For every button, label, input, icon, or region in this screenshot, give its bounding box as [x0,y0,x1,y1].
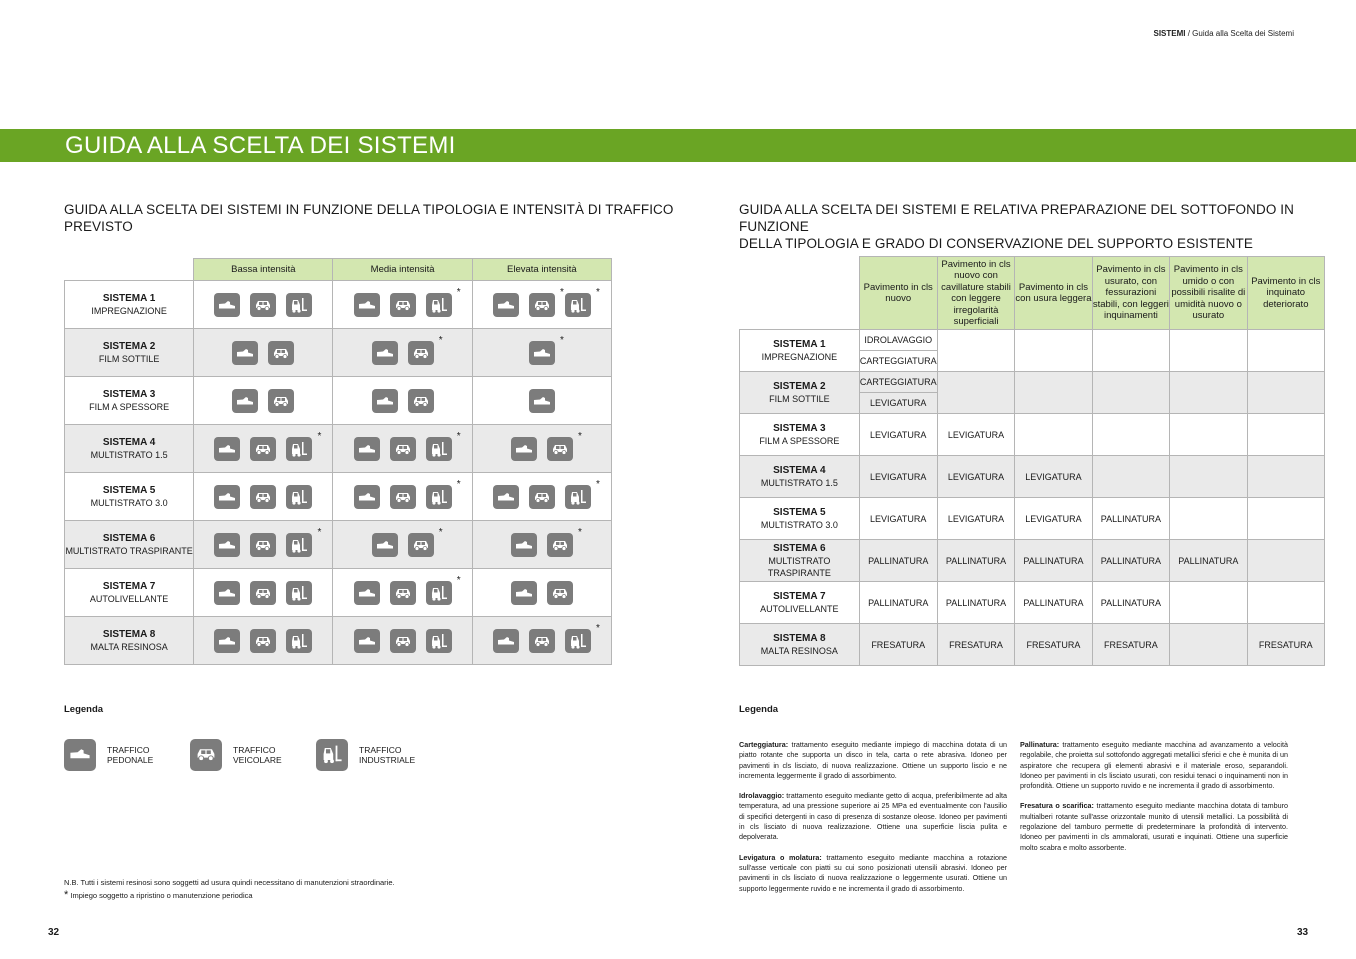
forklift-icon [426,629,452,653]
traffic-table [64,258,612,665]
traffic-cell [472,617,611,665]
prep-cell: PALLINATURA [1170,540,1247,582]
car-icon [268,389,294,413]
prep-cell: LEVIGATURA [859,456,937,498]
prep-value: IDROLAVAGGIO [864,335,933,345]
traffic-cell [333,569,472,617]
page-number: 32 [48,927,60,938]
forklift-icon [565,286,600,317]
car-icon [529,286,564,317]
star-mark: * [577,526,582,538]
car-icon [390,581,416,605]
car-icon [390,629,416,653]
star-mark: * [577,430,582,442]
table-row [65,329,612,377]
prep-cell [1247,372,1324,414]
system-label: SISTEMA 3 FILM A SPESSORE [740,414,860,456]
col-header: Pavimento in cls con usura leggera [1015,257,1092,330]
star-mark: * [438,526,443,538]
table-row [65,425,612,473]
pedestrian-icon [214,581,240,605]
star-mark: * [559,334,564,346]
traffic-cell [472,281,611,329]
prep-cell: LEVIGATURA [937,498,1014,540]
pedestrian-icon [214,293,240,317]
star-mark: * [595,622,600,634]
traffic-cell [194,329,333,377]
legend-title: Legenda [64,704,104,715]
traffic-cell [333,377,472,425]
table-row [740,540,1325,582]
pedestrian-icon [511,533,537,557]
car-icon [408,526,443,557]
star-mark: * [456,430,461,442]
prep-cell [1092,414,1169,456]
pedestrian-traffic-icon [64,739,96,771]
definitions-col-1: Carteggiatura: trattamento eseguito mediante impiego di macchina dotata di un piatto rotante che supporta un disco in tela, carta o rete abrasiva. Idoneo per pavimenti in cls lisciato, di nuova realizzazione. Ottiene un supporto liscio e ne incrementa leggermente il grado di assorbimento. Idrolavaggio: trattamento eseguito mediante getto di acqua, preferibilmente ad alta temperatura, ad una pressione superiore ai 25 MPa ed eventualmente con l'ausilio di specifici detergenti in caso di presenza di sostanze oleose. Idoneo per pavimenti in cls lisciato di nuova realizzazione. Ottiene una superficie liscia pulita e depolverata. Levigatura o molatura: trattamento eseguito mediante macchina a rotazione sull'asse verticale con piatti su cui sono posizionati utensili abrasivi. Idoneo per pavimenti in cls lisciato di nuova realizzazione o leggermente usurati. Ottiene un supporto leggermente ruvido e ne incrementa il grado di assorbimento. [739,740,1008,893]
traffic-cell [333,329,472,377]
car-icon [390,293,416,317]
table-row [65,377,612,425]
star-mark: * [438,334,443,346]
col-header: Pavimento in cls usurato, con fessurazioni stabili, con leggeri inquinamenti [1092,257,1169,330]
traffic-cell [194,377,333,425]
prep-value: CARTEGGIATURA [859,377,937,387]
prep-cell [859,372,937,414]
traffic-cell [194,281,333,329]
system-label: SISTEMA 5 MULTISTRATO 3.0 [65,473,194,521]
car-icon [250,533,276,557]
forklift-icon [286,629,312,653]
legend-item: TRAFFICO VEICOLARE [233,745,282,765]
car-icon [268,341,294,365]
forklift-icon [565,478,600,509]
system-label: SISTEMA 7 AUTOLIVELLANTE [740,582,860,624]
table-row [65,617,612,665]
pedestrian-icon [493,485,519,509]
prep-cell [1170,456,1247,498]
prep-cell [1247,414,1324,456]
prep-cell [1092,456,1169,498]
traffic-cell [472,377,611,425]
prep-cell [1015,414,1092,456]
traffic-cell [194,569,333,617]
right-section-title: GUIDA ALLA SCELTA DEI SISTEMI E RELATIVA PREPARAZIONE DEL SOTTOFONDO IN FUNZIONE DELLA TIPOLOGIA E GRADO DI CONSERVAZIONE DEL SUPPORTO ESISTENTE [739,202,1294,251]
preparation-table [739,256,1325,666]
system-label: SISTEMA 3 FILM A SPESSORE [65,377,194,425]
prep-cell: FRESATURA [1247,624,1324,666]
forklift-icon [286,430,322,461]
breadcrumb: SISTEMI / Guida alla Scelta dei Sistemi [1153,29,1294,38]
star-mark: * [595,286,600,298]
prep-cell [1015,330,1092,372]
system-label: SISTEMA 2 FILM SOTTILE [65,329,194,377]
prep-value: LEVIGATURA [860,392,937,413]
pedestrian-icon [214,437,240,461]
prep-cell [859,330,937,372]
pedestrian-icon [214,485,240,509]
traffic-cell [472,473,611,521]
prep-cell: LEVIGATURA [859,498,937,540]
pedestrian-icon [354,581,380,605]
car-icon [547,581,573,605]
footnote: N.B. Tutti i sistemi resinosi sono soggetti ad usura quindi necessitano di manutenzioni straordinarie. * Impiego soggetto a ripristino o manutenzione periodica [64,878,395,901]
traffic-cell [194,521,333,569]
prep-cell [1247,582,1324,624]
table-row [740,372,1325,414]
system-label: SISTEMA 2 FILM SOTTILE [740,372,860,414]
traffic-cell [333,281,472,329]
traffic-cell [333,521,472,569]
pedestrian-icon [354,437,380,461]
col-header: Pavimento in cls umido o con possibili risalite di umidità nuovo o usurato [1170,257,1247,330]
pedestrian-icon [214,629,240,653]
table-row [740,624,1325,666]
prep-cell: LEVIGATURA [859,414,937,456]
system-label: SISTEMA 8 MALTA RESINOSA [65,617,194,665]
prep-cell: PALLINATURA [1092,540,1169,582]
forklift-icon [426,478,461,509]
table-row [740,330,1325,372]
forklift-icon [426,574,461,605]
col-header: Pavimento in cls nuovo con cavillature stabili con leggere irregolarità superficiali [937,257,1014,330]
pedestrian-icon [511,581,537,605]
pedestrian-icon [372,341,398,365]
car-icon [529,485,555,509]
col-header: Media intensità [333,259,472,281]
star-mark: * [317,526,322,538]
traffic-cell [194,425,333,473]
car-icon [547,430,582,461]
prep-cell: FRESATURA [859,624,937,666]
forklift-icon [426,430,461,461]
system-label: SISTEMA 5 MULTISTRATO 3.0 [740,498,860,540]
car-icon [250,293,276,317]
star-mark: * [559,286,564,298]
table-row [65,281,612,329]
legend-item: TRAFFICO PEDONALE [107,745,154,765]
pedestrian-icon [372,533,398,557]
car-icon [390,437,416,461]
pedestrian-icon [354,485,380,509]
pedestrian-icon [493,629,519,653]
prep-cell [1170,582,1247,624]
car-icon [408,334,443,365]
prep-value: CARTEGGIATURA [860,350,937,371]
pedestrian-icon [354,293,380,317]
legend-title: Legenda [739,704,779,715]
page-title: GUIDA ALLA SCELTA DEI SISTEMI [65,132,456,159]
star-mark: * [595,478,600,490]
prep-cell [1170,372,1247,414]
legend-item: TRAFFICO INDUSTRIALE [359,745,416,765]
pedestrian-icon [493,293,519,317]
col-header: Pavimento in cls nuovo [859,257,937,330]
prep-cell: LEVIGATURA [1015,498,1092,540]
system-label: SISTEMA 4 MULTISTRATO 1.5 [740,456,860,498]
prep-cell [1247,540,1324,582]
prep-cell [1170,414,1247,456]
prep-cell [1170,498,1247,540]
forklift-icon [286,526,322,557]
pedestrian-icon [232,341,258,365]
prep-cell: PALLINATURA [937,540,1014,582]
prep-cell [1092,330,1169,372]
pedestrian-icon [354,629,380,653]
table-row [65,473,612,521]
definitions-col-2: Pallinatura: trattamento eseguito mediante macchina ad avanzamento a velocità regolabile, che proietta sul sottofondo aggregati metallici sferici e che è munita di un aspiratore che recupera gli elementi abrasivi e il materiale eroso, separandoli. Idoneo per pavimenti in cls lisciato usurati, con residui tenaci o inquinamenti non in profondità. Ottiene un supporto ruvido e ne incrementa il grado di assorbimento. Fresatura o scarifica: trattamento eseguito mediante macchina dotata di tamburo multialberi rotante sull'asse orizzontale munito di utensili metallici. La possibilità di regolazione del tamburo permette di predeterminare la profondità di intervento. Idoneo per pavimenti in cls ammalorati, usurati e inquinati. Ottiene una superficie molto scabra e molto assorbente. [1020,740,1288,852]
traffic-cell [194,617,333,665]
left-section-title: GUIDA ALLA SCELTA DEI SISTEMI IN FUNZIONE DELLA TIPOLOGIA E INTENSITÀ DI TRAFFICO PREVISTO [64,202,674,234]
pedestrian-icon [529,389,555,413]
pedestrian-icon [511,437,537,461]
prep-cell [1092,372,1169,414]
traffic-cell [333,617,472,665]
system-label: SISTEMA 6 MULTISTRATO TRASPIRANTE [740,540,860,582]
prep-cell [937,330,1014,372]
table-row [65,569,612,617]
star-mark: * [456,574,461,586]
forklift-icon [565,622,600,653]
star-mark: * [317,430,322,442]
col-header: Bassa intensità [194,259,333,281]
car-icon [250,485,276,509]
car-icon [408,389,434,413]
pedestrian-icon [214,533,240,557]
traffic-cell [333,473,472,521]
prep-cell [1247,330,1324,372]
traffic-cell [472,329,611,377]
pedestrian-icon [372,389,398,413]
prep-cell: PALLINATURA [859,540,937,582]
traffic-cell [472,569,611,617]
car-icon [529,629,555,653]
pedestrian-icon [529,334,564,365]
car-icon [250,581,276,605]
prep-cell: FRESATURA [1015,624,1092,666]
prep-cell: PALLINATURA [1092,582,1169,624]
table-row [740,582,1325,624]
forklift-icon [286,293,312,317]
star-mark: * [456,286,461,298]
prep-cell [1247,498,1324,540]
forklift-icon [426,286,461,317]
vehicle-traffic-icon [190,739,222,771]
car-icon [390,485,416,509]
prep-cell: FRESATURA [1092,624,1169,666]
prep-cell: LEVIGATURA [1015,456,1092,498]
prep-cell: PALLINATURA [859,582,937,624]
car-icon [250,629,276,653]
prep-cell [1247,456,1324,498]
prep-cell [1170,330,1247,372]
prep-cell [1015,372,1092,414]
table-row [740,456,1325,498]
system-label: SISTEMA 7 AUTOLIVELLANTE [65,569,194,617]
forklift-icon [286,581,312,605]
industrial-traffic-icon [316,739,348,771]
prep-cell: PALLINATURA [1015,540,1092,582]
system-label: SISTEMA 1 IMPREGNAZIONE [740,330,860,372]
prep-cell: LEVIGATURA [937,414,1014,456]
system-label: SISTEMA 4 MULTISTRATO 1.5 [65,425,194,473]
prep-cell [1170,624,1247,666]
traffic-cell [472,521,611,569]
prep-cell [937,372,1014,414]
star-mark: * [456,478,461,490]
traffic-cell [333,425,472,473]
prep-cell: PALLINATURA [1092,498,1169,540]
prep-cell: PALLINATURA [1015,582,1092,624]
car-icon [547,526,582,557]
system-label: SISTEMA 8 MALTA RESINOSA [740,624,860,666]
page-number: 33 [1297,927,1309,938]
table-row [740,498,1325,540]
prep-cell: PALLINATURA [937,582,1014,624]
col-header: Elevata intensità [472,259,611,281]
table-row [740,414,1325,456]
forklift-icon [286,485,312,509]
prep-cell: FRESATURA [937,624,1014,666]
car-icon [250,437,276,461]
system-label: SISTEMA 1 IMPREGNAZIONE [65,281,194,329]
pedestrian-icon [232,389,258,413]
prep-cell: LEVIGATURA [937,456,1014,498]
traffic-cell [194,473,333,521]
col-header: Pavimento in cls inquinato deteriorato [1247,257,1324,330]
system-label: SISTEMA 6 MULTISTRATO TRASPIRANTE [65,521,194,569]
table-row [65,521,612,569]
traffic-cell [472,425,611,473]
